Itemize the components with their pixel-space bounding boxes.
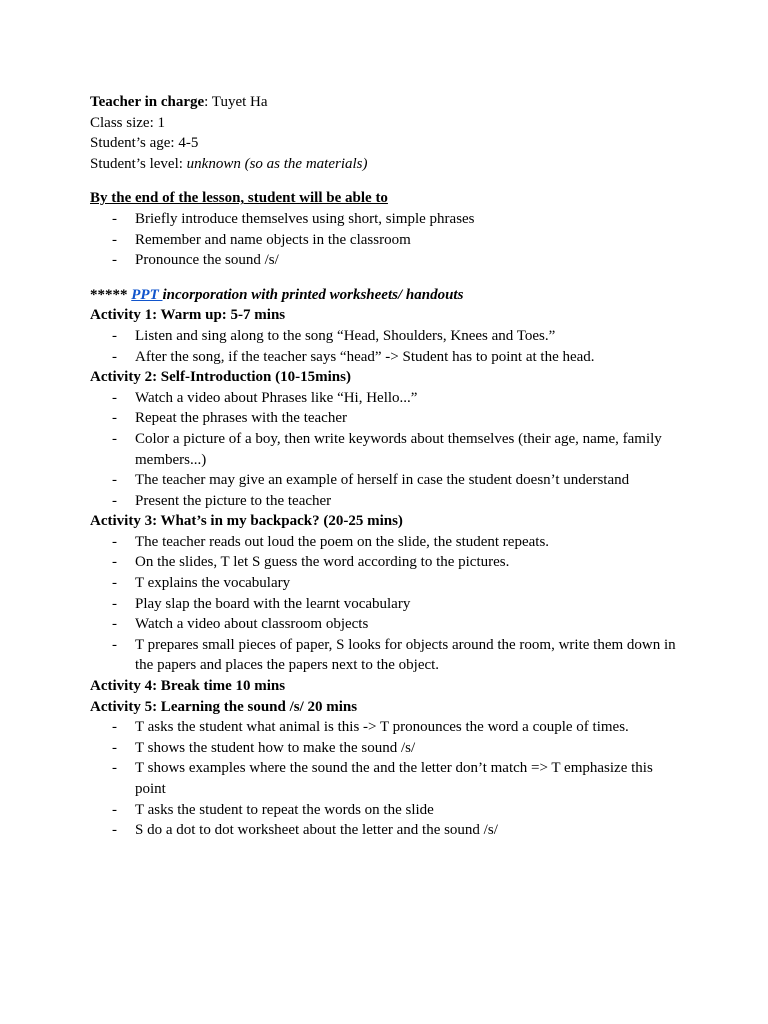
dash-marker: - <box>112 760 117 777</box>
list-item-text: Present the picture to the teacher <box>135 492 332 509</box>
dash-marker: - <box>112 719 117 736</box>
list-item-text: Watch a video about classroom objects <box>135 616 369 633</box>
dash-marker: - <box>112 822 117 839</box>
list-item <box>90 429 680 470</box>
dash-marker: - <box>112 636 117 653</box>
list-item-text: T shows examples where the sound the and the letter don’t match => T emphasize this point <box>135 760 653 797</box>
student-level-value: unknown (so as the materials) <box>186 155 368 172</box>
dash-marker: - <box>112 533 117 550</box>
dash-marker: - <box>112 410 117 427</box>
objectives-list <box>90 209 680 271</box>
list-item-text: On the slides, T let S guess the word according to the pictures. <box>135 554 510 571</box>
student-level-label: Student’s level: <box>90 155 187 172</box>
lesson-plan-document <box>90 92 680 841</box>
dash-marker: - <box>112 430 117 447</box>
teacher-label: Teacher in charge <box>90 94 205 110</box>
list-item <box>90 470 680 491</box>
dash-marker: - <box>112 595 117 612</box>
list-item <box>90 552 680 573</box>
list-item <box>90 614 680 635</box>
activity-5-title: Activity 5: Learning the sound /s/ 20 mins <box>90 698 358 715</box>
ppt-link[interactable]: PPT <box>131 286 163 303</box>
list-item <box>90 573 680 594</box>
spacer <box>90 174 680 188</box>
note-text: incorporation with printed worksheets/ handouts <box>162 286 464 303</box>
list-item <box>90 491 680 512</box>
dash-marker: - <box>112 801 117 818</box>
list-item-text: Watch a video about Phrases like “Hi, Hello...” <box>135 389 418 406</box>
list-item-text: Play slap the board with the learnt vocabulary <box>135 595 411 612</box>
dash-marker: - <box>112 575 117 592</box>
list-item-text: Remember and name objects in the classroom <box>135 231 411 248</box>
dash-marker: - <box>112 554 117 571</box>
list-item <box>90 532 680 553</box>
spacer <box>90 271 680 285</box>
activity-2-title: Activity 2: Self-Introduction (10-15mins) <box>90 369 351 386</box>
class-size-line: Class size: 1 <box>90 114 165 131</box>
list-item <box>90 230 680 251</box>
dash-marker: - <box>112 739 117 756</box>
activity-3-title: Activity 3: What’s in my backpack? (20-25 mins) <box>90 513 403 530</box>
note-stars: ***** <box>90 286 128 303</box>
list-item <box>90 326 680 347</box>
list-item <box>90 388 680 409</box>
list-item-text: Repeat the phrases with the teacher <box>135 410 347 427</box>
materials-note <box>90 285 680 306</box>
dash-marker: - <box>112 616 117 633</box>
list-item-text: T explains the vocabulary <box>135 575 291 592</box>
dash-marker: - <box>112 389 117 406</box>
list-item-text: S do a dot to dot worksheet about the letter and the sound /s/ <box>135 822 498 839</box>
list-item <box>90 717 680 738</box>
activity-3-list <box>90 532 680 676</box>
list-item-text: Pronounce the sound /s/ <box>135 252 279 269</box>
list-item <box>90 594 680 615</box>
dash-marker: - <box>112 210 117 227</box>
objectives-title: By the end of the lesson, student will be able to <box>90 190 388 207</box>
list-item <box>90 347 680 368</box>
activity-1-list <box>90 326 680 367</box>
dash-marker: - <box>112 492 117 509</box>
list-item <box>90 738 680 759</box>
activity-5-list <box>90 717 680 841</box>
list-item-text: Color a picture of a boy, then write keywords about themselves (their age, name, family members...) <box>135 430 662 468</box>
student-age-line: Student’s age: 4-5 <box>90 135 199 152</box>
dash-marker: - <box>112 472 117 489</box>
list-item <box>90 758 680 799</box>
list-item-text: Listen and sing along to the song “Head, Shoulders, Knees and Toes.” <box>135 327 556 344</box>
teacher-value: : Tuyet Ha <box>204 94 268 110</box>
activity-4-title: Activity 4: Break time 10 mins <box>90 678 286 695</box>
activity-2-list <box>90 388 680 512</box>
list-item-text: T shows the student how to make the sound /s/ <box>135 739 416 756</box>
list-item <box>90 250 680 271</box>
list-item-text: T asks the student what animal is this -> T pronounces the word a couple of times. <box>135 719 629 736</box>
list-item-text: After the song, if the teacher says “head” -> Student has to point at the head. <box>135 348 595 365</box>
list-item <box>90 209 680 230</box>
dash-marker: - <box>112 252 117 269</box>
list-item <box>90 408 680 429</box>
list-item-text: The teacher may give an example of herself in case the student doesn’t understand <box>135 472 630 489</box>
dash-marker: - <box>112 327 117 344</box>
list-item <box>90 800 680 821</box>
activity-1-title: Activity 1: Warm up: 5-7 mins <box>90 307 286 324</box>
list-item-text: Briefly introduce themselves using short, simple phrases <box>135 210 475 227</box>
list-item-text: T prepares small pieces of paper, S looks for objects around the room, write them down in the papers and places the papers next to the object. <box>135 636 676 674</box>
list-item <box>90 820 680 841</box>
dash-marker: - <box>112 348 117 365</box>
list-item <box>90 635 680 676</box>
list-item-text: T asks the student to repeat the words on the slide <box>135 801 434 818</box>
student-level-line <box>90 154 680 175</box>
dash-marker: - <box>112 231 117 248</box>
list-item-text: The teacher reads out loud the poem on the slide, the student repeats. <box>135 533 550 550</box>
teacher-line <box>90 92 680 113</box>
